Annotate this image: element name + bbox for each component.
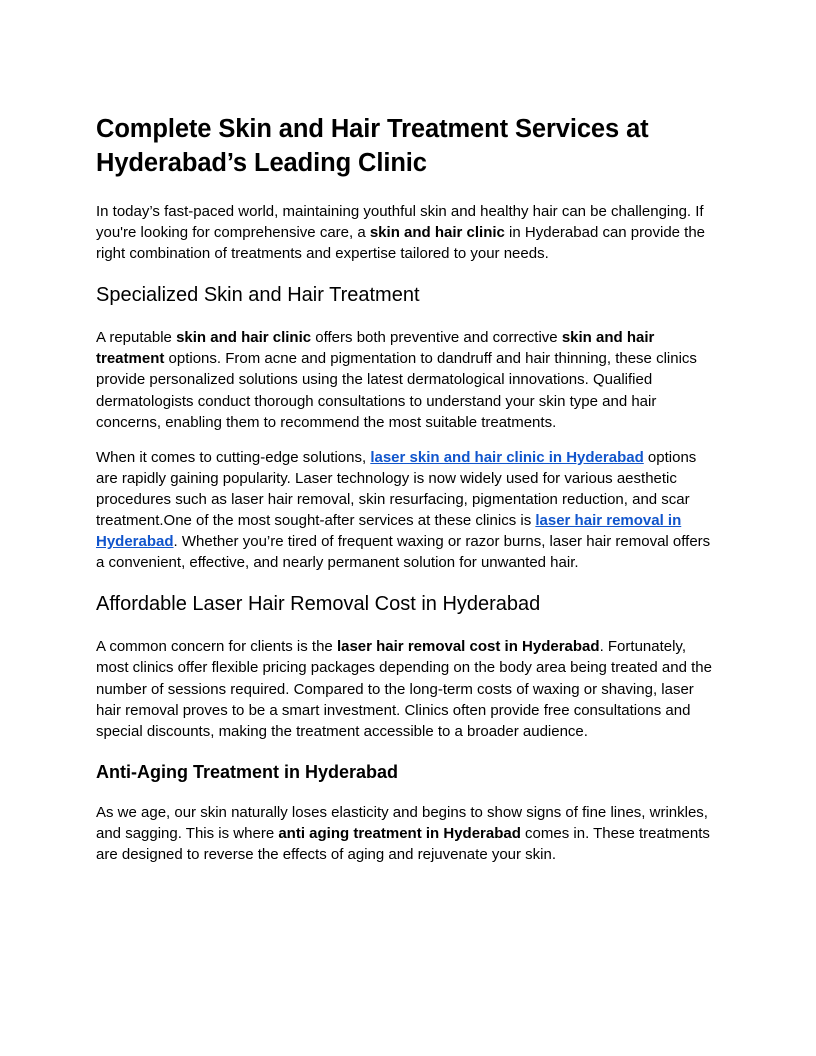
specialized-paragraph-1	[96, 327, 720, 432]
s1p1-bold-2: skin and hair treatment	[96, 329, 655, 368]
section-heading-affordable: Affordable Laser Hair Removal Cost in Hyderabad	[96, 593, 541, 616]
s1p1-text-3: options. From acne and pigmentation to dandruff and hair thinning, these clinics provide personalized solutions using the latest dermatological innovations. Qualified dermatologists conduct thorough consultations to understand your skin type and hair concerns, enabling them to recommend the most suitable treatments.	[96, 350, 697, 431]
specialized-paragraph-2	[96, 447, 720, 574]
intro-text-1: In today’s fast-paced world, maintaining youthful skin and healthy hair can be challenging. If you're looking for comprehensive care, a	[96, 203, 704, 242]
intro-paragraph	[96, 201, 720, 264]
laser-skin-hair-clinic-link[interactable]: laser skin and hair clinic in Hyderabad	[370, 448, 644, 466]
s3p1-bold-1: anti aging treatment in Hyderabad	[278, 824, 521, 842]
s2p1-text-2: . Fortunately, most clinics offer flexible pricing packages depending on the body area being treated and the number of sessions required. Compared to the long-term costs of waxing or shaving, laser hair removal proves to be a smart investment. Clinics often provide free consultations and special discounts, making the treatment accessible to a broader audience.	[96, 638, 712, 740]
document-page	[96, 112, 720, 879]
s1p2-text-3: . Whether you’re tired of frequent waxing or razor burns, laser hair removal offers a convenient, effective, and nearly permanent solution for unwanted hair.	[96, 533, 711, 572]
s2p1-bold-1: laser hair removal cost in Hyderabad	[336, 638, 600, 656]
s1p2-text-2: options are rapidly gaining popularity. Laser technology is now widely used for various aesthetic procedures such as laser hair removal, skin resurfacing, pigmentation reduction, and scar treatment.One of the most sought-after services at these clinics is	[96, 448, 697, 530]
s1p2-text-1: When it comes to cutting-edge solutions,	[96, 448, 371, 466]
s2p1-text-1: A common concern for clients is the	[96, 638, 337, 656]
page-title: Complete Skin and Hair Treatment Services at Hyderabad’s Leading Clinic	[96, 115, 649, 177]
section-heading-specialized: Specialized Skin and Hair Treatment	[96, 284, 420, 307]
s3p1-text-1: As we age, our skin naturally loses elasticity and begins to show signs of fine lines, wrinkles, and sagging. This is where	[96, 803, 708, 842]
section-heading-anti-aging: Anti-Aging Treatment in Hyderabad	[96, 761, 399, 782]
s1p1-text-2: offers both preventive and corrective	[311, 329, 562, 347]
laser-hair-removal-link[interactable]: laser hair removal in Hyderabad	[96, 512, 682, 551]
s1p1-bold-1: skin and hair clinic	[176, 329, 312, 347]
anti-aging-paragraph	[96, 802, 720, 865]
s3p1-text-2: comes in. These treatments are designed to reverse the effects of aging and rejuvenate your skin.	[96, 824, 710, 863]
affordable-paragraph	[96, 636, 720, 741]
intro-bold-1: skin and hair clinic	[369, 224, 505, 242]
s1p1-text-1: A reputable	[96, 329, 177, 347]
intro-text-2: in Hyderabad can provide the right combination of treatments and expertise tailored to your needs.	[96, 224, 706, 263]
